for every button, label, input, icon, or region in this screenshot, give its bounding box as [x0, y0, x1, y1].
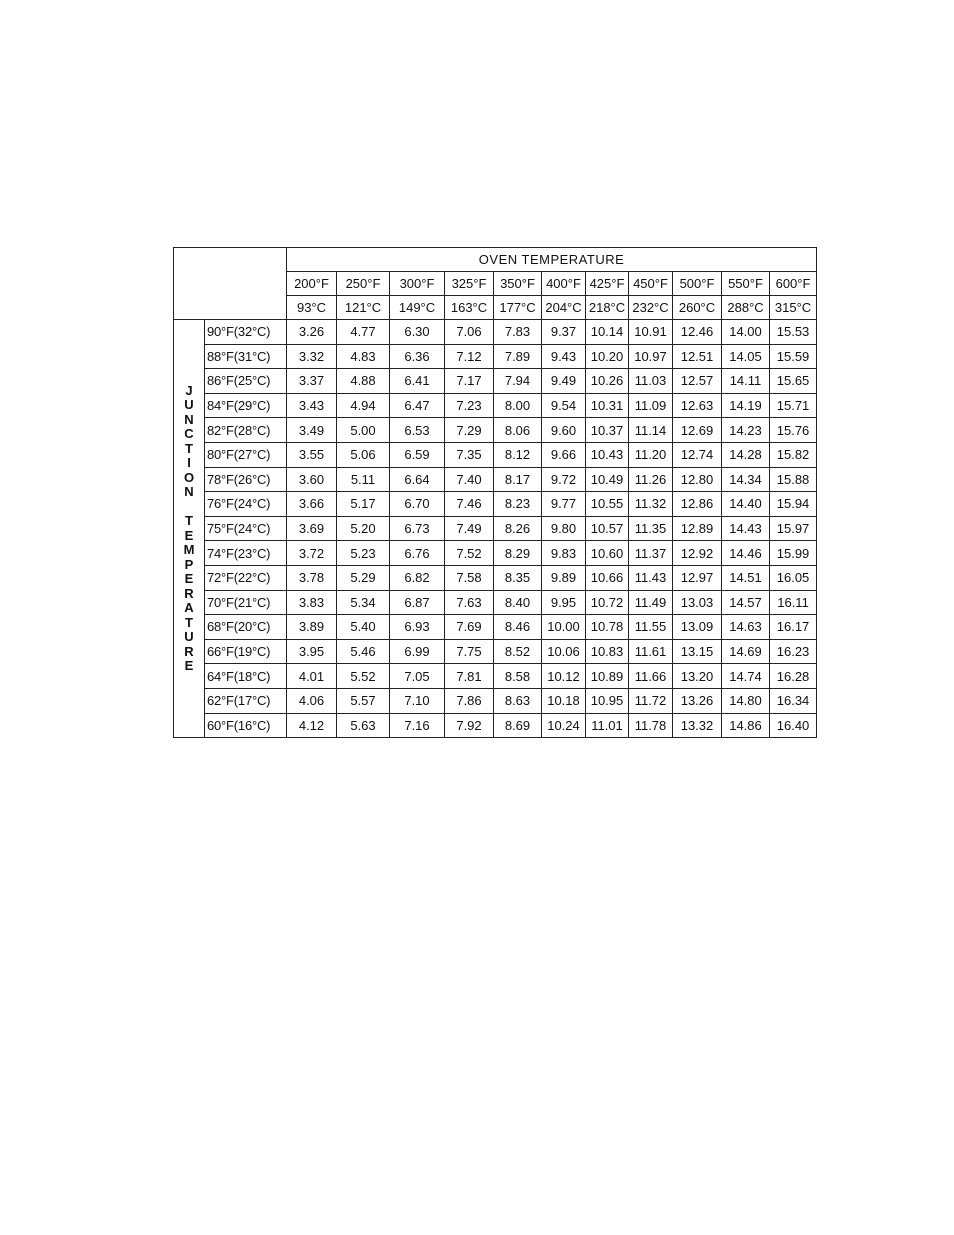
table-cell: 3.72	[287, 541, 337, 566]
column-header-celsius: 232°C	[629, 296, 673, 320]
table-cell: 7.81	[445, 664, 494, 689]
column-header-fahrenheit: 250°F	[337, 272, 390, 296]
table-cell: 4.06	[287, 688, 337, 713]
table-cell: 7.35	[445, 442, 494, 467]
table-cell: 3.55	[287, 442, 337, 467]
table-cell: 14.28	[722, 442, 770, 467]
table-cell: 13.26	[673, 688, 722, 713]
row-label-junction-temp: 80°F(27°C)	[205, 442, 287, 467]
table-cell: 13.20	[673, 664, 722, 689]
table-cell: 3.95	[287, 639, 337, 664]
table-row	[174, 467, 817, 492]
side-label-letter: E	[184, 658, 194, 674]
table-cell: 16.11	[770, 590, 817, 615]
table-cell: 9.49	[542, 369, 586, 394]
table-cell: 15.97	[770, 516, 817, 541]
oven-temperature-header: OVEN TEMPERATURE	[287, 248, 817, 272]
side-label-letter: U	[184, 397, 194, 413]
table-cell: 3.89	[287, 615, 337, 640]
side-label-letter: P	[184, 556, 194, 572]
row-label-junction-temp: 74°F(23°C)	[205, 541, 287, 566]
table-cell: 11.03	[629, 369, 673, 394]
table-cell: 3.49	[287, 418, 337, 443]
column-header-fahrenheit: 200°F	[287, 272, 337, 296]
side-label-letter: T	[185, 513, 193, 529]
side-label-letter: C	[184, 426, 194, 442]
table-cell: 9.66	[542, 442, 586, 467]
row-label-junction-temp: 62°F(17°C)	[205, 688, 287, 713]
row-label-junction-temp: 84°F(29°C)	[205, 393, 287, 418]
row-label-junction-temp: 78°F(26°C)	[205, 467, 287, 492]
column-header-fahrenheit: 550°F	[722, 272, 770, 296]
table-cell: 12.57	[673, 369, 722, 394]
table-cell: 7.29	[445, 418, 494, 443]
table-body	[174, 248, 817, 738]
table-cell: 4.94	[337, 393, 390, 418]
table-cell: 9.80	[542, 516, 586, 541]
table-cell: 10.55	[586, 492, 629, 517]
table-cell: 7.46	[445, 492, 494, 517]
table-row	[174, 541, 817, 566]
table-cell: 14.51	[722, 565, 770, 590]
column-header-fahrenheit: 500°F	[673, 272, 722, 296]
table-cell: 3.69	[287, 516, 337, 541]
row-label-junction-temp: 66°F(19°C)	[205, 639, 287, 664]
table-cell: 11.14	[629, 418, 673, 443]
table-corner	[174, 248, 287, 320]
column-header-celsius: 218°C	[586, 296, 629, 320]
table-cell: 11.01	[586, 713, 629, 738]
table-cell: 16.17	[770, 615, 817, 640]
table-cell: 15.59	[770, 344, 817, 369]
table-cell: 10.31	[586, 393, 629, 418]
table-cell: 14.86	[722, 713, 770, 738]
table-row	[174, 639, 817, 664]
table-cell: 15.99	[770, 541, 817, 566]
table-cell: 10.37	[586, 418, 629, 443]
table-cell: 5.34	[337, 590, 390, 615]
table-cell: 5.29	[337, 565, 390, 590]
table-cell: 4.88	[337, 369, 390, 394]
column-header-fahrenheit: 325°F	[445, 272, 494, 296]
column-header-fahrenheit: 600°F	[770, 272, 817, 296]
table-cell: 3.60	[287, 467, 337, 492]
side-label-letter: R	[184, 585, 194, 601]
table-cell: 7.12	[445, 344, 494, 369]
side-label-letter: U	[184, 629, 194, 645]
table-cell: 10.20	[586, 344, 629, 369]
side-label-letter: R	[184, 643, 194, 659]
table-cell: 8.26	[494, 516, 542, 541]
table-cell: 5.20	[337, 516, 390, 541]
table-cell: 10.57	[586, 516, 629, 541]
column-header-celsius: 315°C	[770, 296, 817, 320]
table-cell: 13.15	[673, 639, 722, 664]
table-cell: 4.77	[337, 320, 390, 345]
table-cell: 6.73	[390, 516, 445, 541]
table-row	[174, 664, 817, 689]
table-cell: 11.78	[629, 713, 673, 738]
table-cell: 10.66	[586, 565, 629, 590]
row-label-junction-temp: 90°F(32°C)	[205, 320, 287, 345]
column-header-celsius: 177°C	[494, 296, 542, 320]
table-cell: 10.43	[586, 442, 629, 467]
table-cell: 14.63	[722, 615, 770, 640]
table-cell: 10.78	[586, 615, 629, 640]
table-cell: 7.92	[445, 713, 494, 738]
table-cell: 7.58	[445, 565, 494, 590]
table-cell: 6.70	[390, 492, 445, 517]
side-label-letter: M	[183, 542, 195, 558]
table-cell: 14.00	[722, 320, 770, 345]
table-cell: 5.17	[337, 492, 390, 517]
table-cell: 10.49	[586, 467, 629, 492]
column-header-celsius: 288°C	[722, 296, 770, 320]
table-cell: 4.12	[287, 713, 337, 738]
table-cell: 16.05	[770, 565, 817, 590]
table-cell: 9.37	[542, 320, 586, 345]
row-label-junction-temp: 75°F(24°C)	[205, 516, 287, 541]
row-label-junction-temp: 68°F(20°C)	[205, 615, 287, 640]
table-cell: 9.72	[542, 467, 586, 492]
table-cell: 10.26	[586, 369, 629, 394]
conversion-table	[173, 247, 817, 738]
row-label-junction-temp: 76°F(24°C)	[205, 492, 287, 517]
table-cell: 6.64	[390, 467, 445, 492]
table-cell: 7.83	[494, 320, 542, 345]
table-cell: 12.92	[673, 541, 722, 566]
row-label-junction-temp: 88°F(31°C)	[205, 344, 287, 369]
table-cell: 5.23	[337, 541, 390, 566]
table-cell: 5.63	[337, 713, 390, 738]
table-cell: 14.74	[722, 664, 770, 689]
column-header-fahrenheit: 350°F	[494, 272, 542, 296]
table-cell: 12.46	[673, 320, 722, 345]
table-row	[174, 369, 817, 394]
table-cell: 12.63	[673, 393, 722, 418]
table-cell: 6.93	[390, 615, 445, 640]
table-cell: 14.80	[722, 688, 770, 713]
table-cell: 6.59	[390, 442, 445, 467]
table-cell: 14.69	[722, 639, 770, 664]
table-cell: 16.40	[770, 713, 817, 738]
table-cell: 6.30	[390, 320, 445, 345]
table-cell: 9.95	[542, 590, 586, 615]
table-cell: 10.24	[542, 713, 586, 738]
table-cell: 15.71	[770, 393, 817, 418]
side-label-letter: N	[184, 411, 194, 427]
table-cell: 9.60	[542, 418, 586, 443]
table-cell: 15.53	[770, 320, 817, 345]
row-label-junction-temp: 72°F(22°C)	[205, 565, 287, 590]
table-cell: 5.40	[337, 615, 390, 640]
header-row-title	[174, 248, 817, 272]
table-cell: 5.52	[337, 664, 390, 689]
table-cell: 10.12	[542, 664, 586, 689]
row-label-junction-temp: 60°F(16°C)	[205, 713, 287, 738]
side-label-letter: T	[185, 614, 193, 630]
side-label-letter: A	[184, 600, 194, 616]
table-cell: 7.16	[390, 713, 445, 738]
table-cell: 7.52	[445, 541, 494, 566]
table-row	[174, 393, 817, 418]
side-label-letter: N	[184, 484, 194, 500]
table-cell: 11.20	[629, 442, 673, 467]
table-cell: 14.57	[722, 590, 770, 615]
table-cell: 8.69	[494, 713, 542, 738]
column-header-fahrenheit: 450°F	[629, 272, 673, 296]
table-cell: 7.49	[445, 516, 494, 541]
column-header-fahrenheit: 300°F	[390, 272, 445, 296]
table-cell: 6.87	[390, 590, 445, 615]
table-cell: 6.53	[390, 418, 445, 443]
table-cell: 7.17	[445, 369, 494, 394]
table-cell: 7.86	[445, 688, 494, 713]
table-cell: 10.89	[586, 664, 629, 689]
table-cell: 3.78	[287, 565, 337, 590]
side-label-letter: E	[184, 571, 194, 587]
conversion-table-container	[173, 247, 817, 738]
table-cell: 8.52	[494, 639, 542, 664]
table-cell: 5.06	[337, 442, 390, 467]
table-cell: 16.28	[770, 664, 817, 689]
table-cell: 16.34	[770, 688, 817, 713]
table-cell: 11.26	[629, 467, 673, 492]
table-cell: 9.54	[542, 393, 586, 418]
table-row	[174, 442, 817, 467]
table-cell: 10.18	[542, 688, 586, 713]
table-cell: 11.55	[629, 615, 673, 640]
table-cell: 12.51	[673, 344, 722, 369]
table-cell: 7.69	[445, 615, 494, 640]
table-cell: 8.23	[494, 492, 542, 517]
table-cell: 4.83	[337, 344, 390, 369]
table-row	[174, 590, 817, 615]
table-cell: 9.83	[542, 541, 586, 566]
table-cell: 10.72	[586, 590, 629, 615]
table-cell: 6.47	[390, 393, 445, 418]
table-cell: 7.05	[390, 664, 445, 689]
table-cell: 10.60	[586, 541, 629, 566]
table-cell: 12.80	[673, 467, 722, 492]
table-cell: 3.43	[287, 393, 337, 418]
table-cell: 11.66	[629, 664, 673, 689]
table-cell: 15.76	[770, 418, 817, 443]
table-row	[174, 615, 817, 640]
table-cell: 8.35	[494, 565, 542, 590]
table-cell: 11.49	[629, 590, 673, 615]
side-label-letter: I	[187, 455, 191, 471]
table-cell: 7.75	[445, 639, 494, 664]
table-cell: 6.36	[390, 344, 445, 369]
table-cell: 10.06	[542, 639, 586, 664]
row-label-junction-temp: 70°F(21°C)	[205, 590, 287, 615]
table-cell: 7.94	[494, 369, 542, 394]
table-cell: 7.06	[445, 320, 494, 345]
column-header-fahrenheit: 400°F	[542, 272, 586, 296]
table-cell: 10.83	[586, 639, 629, 664]
table-cell: 5.00	[337, 418, 390, 443]
column-header-celsius: 260°C	[673, 296, 722, 320]
table-cell: 11.09	[629, 393, 673, 418]
table-cell: 13.09	[673, 615, 722, 640]
side-label-letter	[174, 500, 204, 515]
table-cell: 11.72	[629, 688, 673, 713]
table-cell: 10.95	[586, 688, 629, 713]
table-cell: 14.40	[722, 492, 770, 517]
table-cell: 14.34	[722, 467, 770, 492]
table-row	[174, 516, 817, 541]
table-cell: 12.74	[673, 442, 722, 467]
table-cell: 7.63	[445, 590, 494, 615]
table-cell: 11.61	[629, 639, 673, 664]
table-cell: 5.57	[337, 688, 390, 713]
table-cell: 7.23	[445, 393, 494, 418]
table-cell: 16.23	[770, 639, 817, 664]
side-label-letter: O	[183, 469, 195, 485]
table-cell: 3.32	[287, 344, 337, 369]
table-cell: 8.29	[494, 541, 542, 566]
table-cell: 12.69	[673, 418, 722, 443]
table-cell: 6.99	[390, 639, 445, 664]
table-cell: 9.89	[542, 565, 586, 590]
table-cell: 5.11	[337, 467, 390, 492]
table-cell: 10.91	[629, 320, 673, 345]
table-cell: 10.97	[629, 344, 673, 369]
table-cell: 14.23	[722, 418, 770, 443]
table-row	[174, 418, 817, 443]
table-cell: 8.17	[494, 467, 542, 492]
table-row	[174, 688, 817, 713]
table-cell: 12.86	[673, 492, 722, 517]
table-cell: 6.41	[390, 369, 445, 394]
table-cell: 15.82	[770, 442, 817, 467]
table-cell: 6.76	[390, 541, 445, 566]
table-cell: 15.94	[770, 492, 817, 517]
row-label-junction-temp: 64°F(18°C)	[205, 664, 287, 689]
table-cell: 8.63	[494, 688, 542, 713]
table-cell: 3.66	[287, 492, 337, 517]
table-cell: 7.10	[390, 688, 445, 713]
table-cell: 14.05	[722, 344, 770, 369]
table-cell: 15.88	[770, 467, 817, 492]
row-label-junction-temp: 86°F(25°C)	[205, 369, 287, 394]
table-cell: 14.43	[722, 516, 770, 541]
table-cell: 10.14	[586, 320, 629, 345]
column-header-fahrenheit: 425°F	[586, 272, 629, 296]
table-cell: 9.43	[542, 344, 586, 369]
table-cell: 9.77	[542, 492, 586, 517]
row-label-junction-temp: 82°F(28°C)	[205, 418, 287, 443]
side-label-letter: J	[185, 382, 193, 398]
table-cell: 15.65	[770, 369, 817, 394]
side-label-letter: E	[184, 527, 194, 543]
table-cell: 11.43	[629, 565, 673, 590]
table-cell: 8.40	[494, 590, 542, 615]
table-cell: 5.46	[337, 639, 390, 664]
table-cell: 3.83	[287, 590, 337, 615]
table-row	[174, 565, 817, 590]
table-cell: 7.89	[494, 344, 542, 369]
side-label-letter: T	[185, 440, 193, 456]
table-row	[174, 320, 817, 345]
table-cell: 14.46	[722, 541, 770, 566]
table-cell: 11.32	[629, 492, 673, 517]
table-cell: 12.97	[673, 565, 722, 590]
table-cell: 6.82	[390, 565, 445, 590]
table-cell: 3.26	[287, 320, 337, 345]
table-cell: 13.03	[673, 590, 722, 615]
table-cell: 11.37	[629, 541, 673, 566]
table-row	[174, 344, 817, 369]
column-header-celsius: 93°C	[287, 296, 337, 320]
junction-temperature-side-label	[174, 320, 205, 738]
table-cell: 12.89	[673, 516, 722, 541]
column-header-celsius: 163°C	[445, 296, 494, 320]
table-row	[174, 492, 817, 517]
table-cell: 7.40	[445, 467, 494, 492]
column-header-celsius: 149°C	[390, 296, 445, 320]
table-cell: 8.06	[494, 418, 542, 443]
table-cell: 4.01	[287, 664, 337, 689]
table-cell: 8.12	[494, 442, 542, 467]
table-cell: 8.46	[494, 615, 542, 640]
table-cell: 10.00	[542, 615, 586, 640]
table-cell: 14.11	[722, 369, 770, 394]
column-header-celsius: 121°C	[337, 296, 390, 320]
table-cell: 13.32	[673, 713, 722, 738]
column-header-celsius: 204°C	[542, 296, 586, 320]
table-cell: 14.19	[722, 393, 770, 418]
table-cell: 3.37	[287, 369, 337, 394]
table-cell: 11.35	[629, 516, 673, 541]
table-row	[174, 713, 817, 738]
table-cell: 8.58	[494, 664, 542, 689]
table-cell: 8.00	[494, 393, 542, 418]
